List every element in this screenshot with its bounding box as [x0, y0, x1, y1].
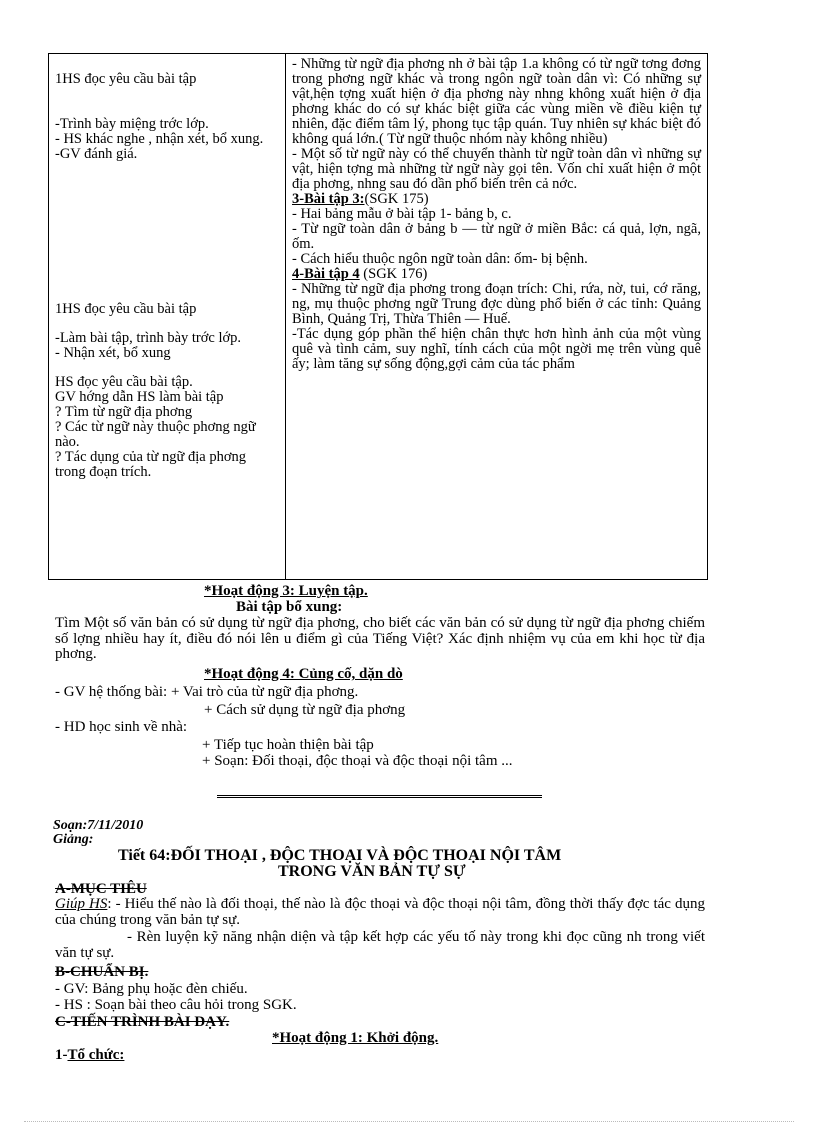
prep-item: - GV: Bảng phụ hoặc đèn chiếu.: [55, 981, 248, 997]
lesson-table: [48, 53, 708, 580]
summary-line: + Cách sử dụng từ ngữ địa phơng: [204, 702, 406, 718]
left-item: HS đọc yêu cầu bài tập.: [55, 374, 193, 390]
exercise-3-title: 3-Bài tập 3:: [292, 191, 365, 207]
supplementary-exercise-title: Bài tập bổ xung:: [236, 599, 343, 615]
lesson-title: Tiết 64:ĐỐI THOẠI , ĐỘC THOẠI VÀ ĐỘC THOẠI NỘI TÂM: [118, 847, 562, 864]
exercise-3-ref: (SGK 175): [364, 191, 429, 207]
item-1-label: Tổ chức:: [67, 1047, 125, 1063]
exercise-4-heading: [292, 267, 701, 282]
homework-heading: - HD học sinh về nhà:: [55, 719, 188, 735]
left-item: 1HS đọc yêu cầu bài tập: [55, 71, 197, 87]
left-item: ? Các từ ngữ này thuộc phơng ngữ nào.: [55, 419, 256, 450]
left-item: -GV đánh giá.: [55, 146, 138, 162]
content-paragraph: - Từ ngữ toàn dân ở bảng b — từ ngữ ở miền Bắc: cá quả, lợn, ngã, ốm.: [292, 221, 701, 252]
exercise-4-ref: (SGK 176): [359, 266, 428, 282]
left-item: ? Tìm từ ngữ địa phơng: [55, 404, 193, 420]
section-a-heading: A-MỤC TIÊU: [55, 881, 147, 897]
goal-paragraph-2: - Rèn luyện kỹ năng nhận diện và tập kết hợp các yếu tố này trong khi đọc cũng nh trong viết văn tự sự.: [55, 929, 705, 961]
activity-4-title: *Hoạt động 4: Củng cố, dặn dò: [204, 666, 403, 682]
content-paragraph: - Cách hiểu thuộc ngôn ngữ toàn dân: ốm- bị bệnh.: [292, 251, 588, 267]
content-paragraph: -Tác dụng góp phần thể hiện chân thực hơn hình ảnh của một vùng quê và tình cảm, suy nghĩ, tính cách của một ngời mẹ trên vùng quê ấy; làm tăng sự sống động,gợi cảm của tác phẩm: [292, 326, 701, 372]
activity-3-title: *Hoạt động 3: Luyện tập.: [204, 583, 368, 599]
left-item: 1HS đọc yêu cầu bài tập: [55, 301, 197, 317]
exercise-3-heading: [292, 192, 701, 207]
item-1-number: 1-: [55, 1047, 68, 1063]
content-paragraph: - Hai bảng mẫu ở bài tập 1- bảng b, c.: [292, 206, 512, 222]
goal-text: : - Hiểu thế nào là đối thoại, thế nào là độc thoại và độc thoại nội tâm, đồng thời thấy đợc tác dụng của chúng trong văn bản tự sự.: [55, 896, 705, 928]
teach-date: Giảng:: [53, 832, 94, 847]
homework-item: + Tiếp tục hoàn thiện bài tập: [202, 737, 374, 753]
activity-1-title: *Hoạt động 1: Khởi động.: [272, 1030, 439, 1046]
exercise-4-title: 4-Bài tập 4: [292, 266, 360, 282]
goal-paragraph: [55, 897, 705, 928]
item-1: [55, 1047, 124, 1063]
left-item: - HS khác nghe , nhận xét, bổ xung.: [55, 131, 264, 147]
prep-item: - HS : Soạn bài theo câu hỏi trong SGK.: [55, 997, 297, 1013]
goal-lead: Giúp HS: [55, 896, 108, 912]
lesson-title-line2: TRONG VĂN BẢN TỰ SỰ: [278, 863, 466, 880]
content-column: [286, 54, 708, 580]
section-divider: [217, 795, 542, 798]
left-item: -Làm bài tập, trình bày trớc lớp.: [55, 330, 242, 346]
content-paragraph: - Những từ ngữ địa phơng nh ở bài tập 1.a không có từ ngữ tơng đơng trong phơng ngữ khác và trong ngôn ngữ toàn dân vì: Có những sự vật,hện tợng xuất hiện ở địa phơng này nhng không xuất hiện ở địa phơng khác do có sự khác biệt giữa các vùng miền về điều kiện tự nhiên, đặc điểm tâm lý, phong tục tập quán. Tuy nhiên sự khác biệt đó không quá lớn.( Từ ngữ thuộc nhóm này không nhiều): [292, 56, 701, 147]
left-item: -Trình bày miệng trớc lớp.: [55, 116, 209, 132]
left-item: - Nhận xét, bổ xung: [55, 345, 171, 361]
summary-line: - GV hệ thống bài: + Vai trò của từ ngữ địa phơng.: [55, 684, 359, 700]
page-bottom-rule: [24, 1121, 794, 1122]
section-c-heading: C-TIẾN TRÌNH BÀI DẠY.: [55, 1014, 230, 1030]
homework-item: + Soạn: Đối thoại, độc thoại và độc thoại nội tâm ...: [202, 753, 513, 769]
supplementary-exercise-text: Tìm Một số văn bản có sử dụng từ ngữ địa phơng, cho biết các văn bản có sử dụng từ ngữ địa phơng chiếm số lợng nhiều hay ít, điều đó nói lên u điểm gì của Tiếng Việt? Xác định nhiệm vụ của em khi học từ địa phơng.: [55, 615, 705, 662]
content-paragraph: - Những từ ngữ địa phơng trong đoạn trích: Chi, rứa, nờ, tui, cớ răng, ng, mụ thuộc phơng ngữ Trung đợc dùng phổ biến ở các tỉnh: Quảng Bình, Quảng Trị, Thừa Thiên — Huế.: [292, 281, 701, 327]
left-item: ? Tác dụng của từ ngữ địa phơng trong đoạn trích.: [55, 449, 247, 480]
prepare-date: Soạn:7/11/2010: [53, 818, 144, 833]
section-b-heading: B-CHUẨN BỊ.: [55, 964, 149, 980]
content-paragraph: - Một số từ ngữ này có thể chuyển thành từ ngữ toàn dân vì những sự vật, hiện tợng mà những từ ngữ này gọi tên. Vốn chỉ xuất hiện ở một địa phơng, nhng sau đó dần phổ biến trên cả nớc.: [292, 146, 701, 192]
left-item: GV hớng dẫn HS làm bài tập: [55, 389, 224, 405]
teacher-student-column: [49, 54, 286, 580]
